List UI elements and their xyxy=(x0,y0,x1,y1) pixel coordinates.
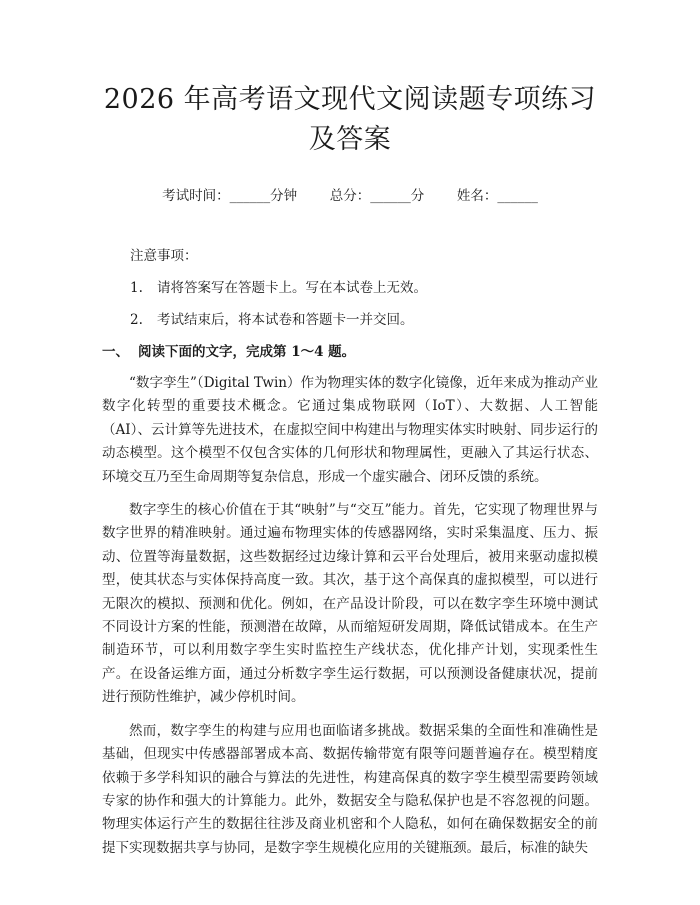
name-blank: ______ xyxy=(497,188,538,204)
name-label: 姓名： xyxy=(456,188,498,204)
reading-paragraph: 然而，数字孪生的构建与应用也面临诸多挑战。数据采集的全面性和准确性是基础，但现实中传感器部署成本高、数据传输带宽有限等问题普遍存在。模型精度依赖于多学科知识的融合与算法的先进性，构建高保真的数字孪生模型需要跨领域专家的协作和强大的计算能力。此外，数据安全与隐私保护也是不容忽视的问题。物理实体运行产生的数据往往涉及商业机密和个人隐私，如何在确保数据安全的前提下实现数据共享与协同，是数字孪生规模化应用的关键瓶颈。最后，标准的缺失 xyxy=(102,722,598,856)
page-title: 2026 年高考语文现代文阅读题专项练习及答案 xyxy=(103,84,597,155)
notice-item-number: 2. xyxy=(130,312,143,328)
exam-time-label: 考试时间： xyxy=(162,188,230,204)
notice-item-number: 1. xyxy=(130,280,143,296)
reading-paragraph: “数字孪生”（Digital Twin）作为物理实体的数字化镜像，近年来成为推动产业数字化转型的重要技术概念。它通过集成物联网（IoT）、大数据、人工智能（AI）、云计算等先进技术，在虚拟空间中构建出与物理实体实时映射、同步运行的动态模型。这个模型不仅包含实体的几何形状和物理属性，更融入了其运行状态、环境交互乃至生命周期等复杂信息，形成一个虚实融合、闭环反馈的系统。 xyxy=(102,375,598,485)
section-heading-text: 阅读下面的文字，完成第 1～4 题。 xyxy=(138,344,356,360)
total-score-label: 总分： xyxy=(329,188,371,204)
exam-info-line xyxy=(102,186,598,206)
total-score-unit: 分 xyxy=(410,188,425,204)
notice-section xyxy=(102,246,598,330)
notice-item xyxy=(130,310,598,330)
total-score-blank: ______ xyxy=(370,188,411,204)
notice-heading: 注意事项： xyxy=(130,248,198,264)
notice-item-text: 考试结束后，将本试卷和答题卡一并交回。 xyxy=(157,312,414,328)
section-number: 一、 xyxy=(102,344,129,360)
section-heading xyxy=(102,342,598,362)
reading-paragraph: 数字孪生的核心价值在于其“映射”与“交互”能力。首先，它实现了物理世界与数字世界的精准映射。通过遍布物理实体的传感器网络，实时采集温度、压力、振动、位置等海量数据，这些数据经过边缘计算和云平台处理后，被用来驱动虚拟模型，使其状态与实体保持高度一致。其次，基于这个高保真的虚拟模型，可以进行无限次的模拟、预测和优化。例如，在产品设计阶段，可以在数字孪生环境中测试不同设计方案的性能，预测潜在故障，从而缩短研发周期，降低试错成本。在生产制造环节，可以利用数字孪生实时监控生产线状态，优化排产计划，实现柔性生产。在设备运维方面，通过分析数字孪生运行数据，可以预测设备健康状况，提前进行预防性维护，减少停机时间。 xyxy=(102,502,598,706)
notice-item-text: 请将答案写在答题卡上。写在本试卷上无效。 xyxy=(157,280,427,296)
exam-time-unit: 分钟 xyxy=(270,188,298,204)
exam-time-blank: ______ xyxy=(229,188,271,204)
notice-item xyxy=(130,278,598,298)
